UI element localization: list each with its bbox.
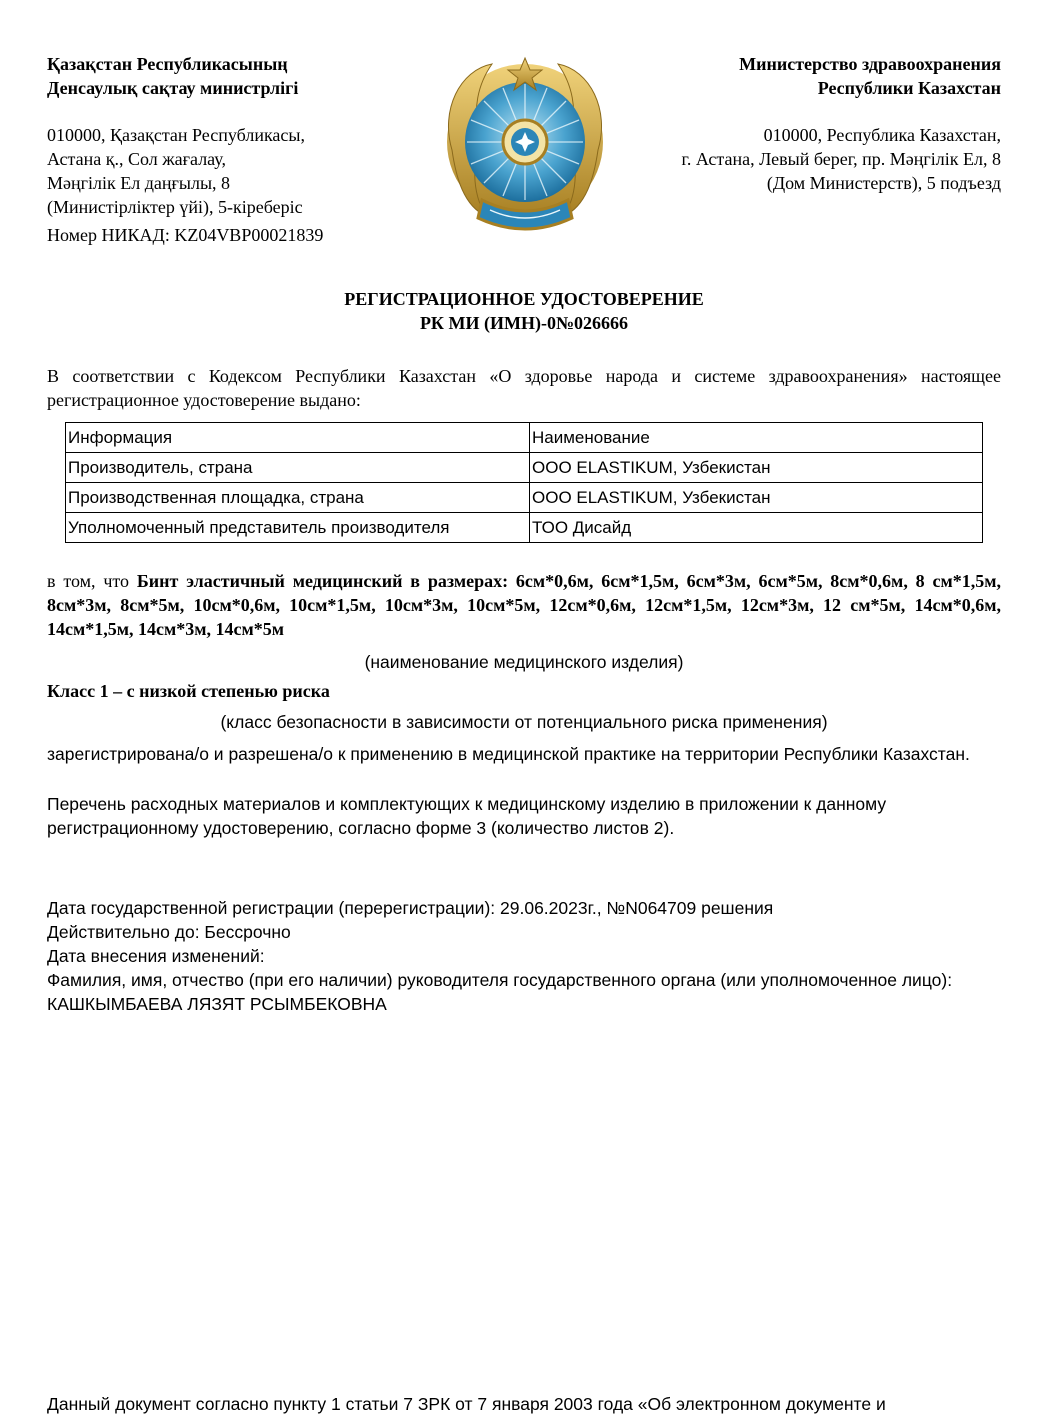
header-left-title-line-2: Денсаулық сақтау министрлігі <box>47 78 299 98</box>
header-right-title <box>600 52 1001 100</box>
device-name: Бинт эластичный медицинский в размерах: 6см*0,6м, 6см*1,5м, 6см*3м, 6см*5м, 8см*0,6м, 8 см*1,5м, 8см*3м, 8см*5м, 10см*0,6м, 10см*1,5м, 10см*3м, 10см*5м, 12см*0,6м, 12см*1,5м, 12см*3м, 12 см*5м, 14см*0,6м, 14см*1,5м, 14см*3м, 14см*5м <box>47 571 1002 639</box>
intro-paragraph: В соответствии с Кодексом Республики Казахстан «О здоровье народа и системе здравоохранения» настоящее регистрационное удостоверение выдано: <box>47 366 1001 410</box>
header-left-address <box>47 123 427 219</box>
document-title-block <box>47 287 1001 335</box>
left-address-line: (Министірліктер үйі), 5-кіреберіс <box>47 197 303 217</box>
table-cell: Наименование <box>530 423 983 453</box>
table-cell: ТОО Дисайд <box>530 513 983 543</box>
table-cell: ООО ELASTIKUM, Узбекистан <box>530 483 983 513</box>
info-table <box>65 422 983 543</box>
header-right-title-line-1: Министерство здравоохранения <box>739 54 1001 74</box>
right-address-line: (Дом Министерств), 5 подъезд <box>766 173 1001 193</box>
right-address-line: 010000, Республика Казахстан, <box>763 125 1001 145</box>
right-address-line: г. Астана, Левый берег, пр. Мәңгілік Ел, 8 <box>681 149 1001 169</box>
device-description <box>47 569 1001 641</box>
valid-until: Действительно до: Бессрочно <box>47 922 291 942</box>
left-address-line: Мәңгілік Ел даңғылы, 8 <box>47 173 231 193</box>
table-row <box>66 483 983 513</box>
table-cell: Уполномоченный представитель производителя <box>66 513 530 543</box>
device-prefix: в том, что <box>47 571 137 591</box>
registration-statement: зарегистрирована/о и разрешена/о к применению в медицинской практике на территории Республики Казахстан. <box>47 744 970 764</box>
changes-date: Дата внесения изменений: <box>47 946 265 966</box>
registration-meta <box>47 896 1001 1016</box>
footer-note: Данный документ согласно пункту 1 статьи 7 ЗРК от 7 января 2003 года «Об электронном документе и <box>47 1394 886 1414</box>
device-class: Класс 1 – с низкой степенью риска <box>47 681 330 701</box>
left-address-line: 010000, Қазақстан Республикасы, <box>47 125 306 145</box>
nikad-number: Номер НИКАД: KZ04VBP00021839 <box>47 225 324 245</box>
table-row <box>66 513 983 543</box>
table-cell: ООО ELASTIKUM, Узбекистан <box>530 453 983 483</box>
device-class-caption: (класс безопасности в зависимости от потенциального риска применения) <box>220 712 828 732</box>
left-address-line: Астана қ., Сол жағалау, <box>47 149 226 169</box>
head-name: Фамилия, имя, отчество (при его наличии) руководителя государственного органа (или уполномоченное лицо): КАШКЫМБАЕВА ЛЯЗЯТ РСЫМБЕКОВНА <box>47 970 953 1014</box>
header-left-title <box>47 52 427 100</box>
consumables-statement: Перечень расходных материалов и комплектующих к медицинскому изделию в приложении к данному регистрационному удостоверению, согласно форме 3 (количество листов 2). <box>47 794 887 838</box>
table-row <box>66 423 983 453</box>
table-cell: Производитель, страна <box>66 453 530 483</box>
device-name-caption: (наименование медицинского изделия) <box>364 652 684 672</box>
document-title: РЕГИСТРАЦИОННОЕ УДОСТОВЕРЕНИЕ <box>344 289 704 309</box>
table-cell: Производственная площадка, страна <box>66 483 530 513</box>
document-number: РК МИ (ИМН)-0№026666 <box>419 313 629 333</box>
registration-date: Дата государственной регистрации (перерегистрации): 29.06.2023г., №N064709 решения <box>47 898 774 918</box>
table-cell: Информация <box>66 423 530 453</box>
header-right-title-line-2: Республики Казахстан <box>817 78 1001 98</box>
header-left-title-line-1: Қазақстан Республикасының <box>47 54 288 74</box>
header-right-address <box>560 123 1001 195</box>
table-row <box>66 453 983 483</box>
